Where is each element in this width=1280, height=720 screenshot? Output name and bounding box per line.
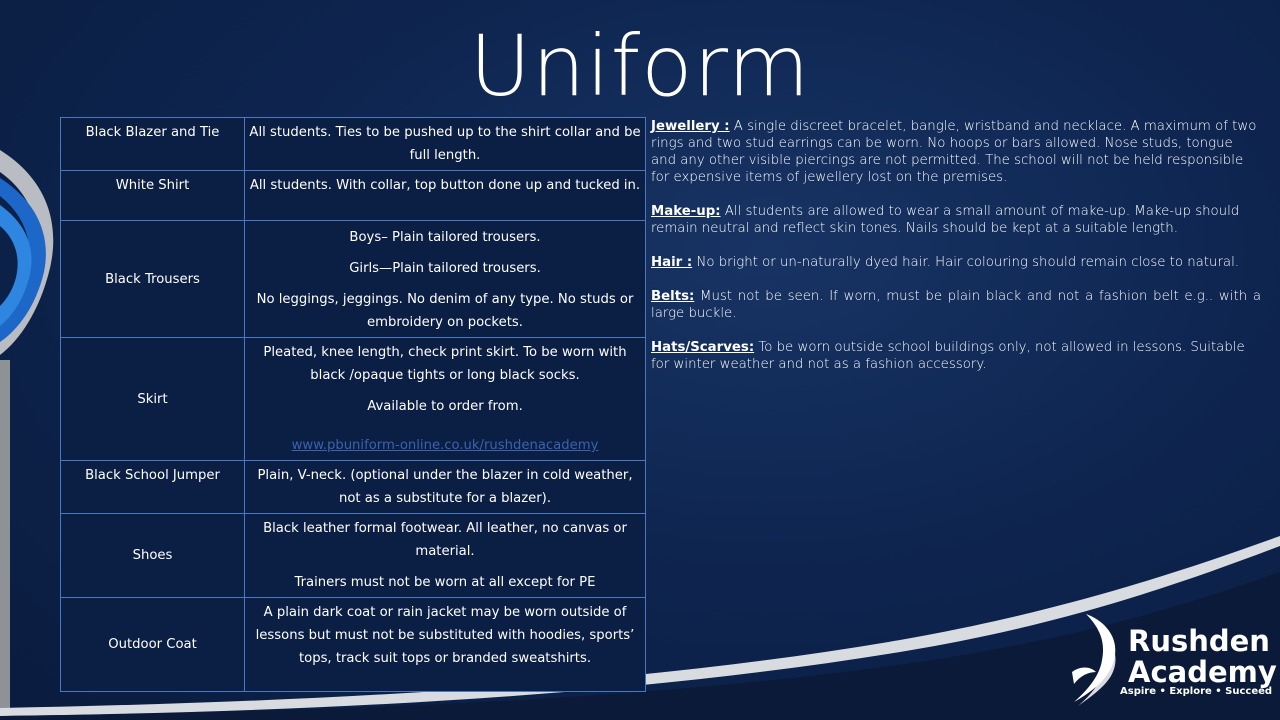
item-cell: Skirt — [61, 338, 245, 461]
link-line — [249, 434, 641, 457]
logo-name — [1128, 626, 1277, 688]
item-cell: Outdoor Coat — [61, 598, 245, 692]
description-cell: Plain, V-neck. (optional under the blazer in cold weather, not as a substitute for a blazer). — [245, 461, 646, 514]
description-line: No leggings, jeggings. No denim of any type. No studs or embroidery on pockets. — [256, 292, 634, 330]
rule-hats-scarves — [651, 339, 1261, 373]
rule-text: All students are allowed to wear a small amount of make-up. Make-up should remain neutral and reflect skin tones. Nails should be kept at a suitable length. — [651, 204, 1240, 236]
logo-line-2: Academy — [1128, 655, 1277, 689]
rule-text: A single discreet bracelet, bangle, wristband and necklace. A maximum of two rings and two stud earrings can be worn. No hoops or bars allowed. Nose studs, tongue and any other visible piercings are not permitted. The school will not be held responsible for expensive items of jewellery lost on the premises. — [651, 119, 1257, 185]
logo-tagline: Aspire • Explore • Succeed — [1120, 686, 1273, 697]
logo-line-1: Rushden — [1128, 624, 1270, 658]
description-cell: All students. With collar, top button done up and tucked in. — [245, 171, 646, 221]
item-cell: Black School Jumper — [61, 461, 245, 514]
rule-text: Must not be seen. If worn, must be plain black and not a fashion belt e.g.. with a large buckle. — [651, 289, 1261, 321]
rule-makeup — [651, 203, 1261, 237]
description-cell: A plain dark coat or rain jacket may be worn outside of lessons but must not be substituted with hoodies, sports’ tops, track suit tops or branded sweatshirts. — [245, 598, 646, 692]
item-cell: Black Blazer and Tie — [61, 118, 245, 171]
rule-label: Hair : — [651, 255, 693, 270]
rule-label: Hats/Scarves: — [651, 340, 755, 355]
uniform-shop-link[interactable]: www.pbuniform-online.co.uk/rushdenacademy — [291, 438, 599, 453]
table-row — [61, 171, 646, 221]
rule-jewellery — [651, 118, 1261, 186]
description-line: Pleated, knee length, check print skirt. To be worn with black /opaque tights or long black socks. — [263, 345, 627, 383]
page-title: Uniform — [469, 17, 811, 115]
rule-text: To be worn outside school buildings only, not allowed in lessons. Suitable for winter weather and not as a fashion accessory. — [651, 340, 1245, 372]
rule-label: Belts: — [651, 289, 695, 304]
rule-hair — [651, 254, 1261, 271]
description-line: Trainers must not be worn at all except for PE — [294, 575, 596, 590]
table-row — [61, 338, 646, 461]
description-line: Girls—Plain tailored trousers. — [349, 261, 541, 276]
table-row — [61, 118, 646, 171]
rule-label: Make-up: — [651, 204, 721, 219]
item-cell: Black Trousers — [61, 221, 245, 338]
description-cell — [245, 338, 646, 461]
rule-label: Jewellery : — [651, 119, 730, 134]
rule-text: No bright or un-naturally dyed hair. Hair colouring should remain close to natural. — [692, 255, 1239, 270]
description-line: Black leather formal footwear. All leather, no canvas or material. — [263, 521, 627, 559]
uniform-rules — [651, 118, 1261, 390]
description-cell: All students. Ties to be pushed up to the shirt collar and be full length. — [245, 118, 646, 171]
item-cell: White Shirt — [61, 171, 245, 221]
description-cell — [245, 514, 646, 598]
item-cell: Shoes — [61, 514, 245, 598]
table-row — [61, 514, 646, 598]
table-row — [61, 221, 646, 338]
uniform-table — [60, 117, 646, 692]
rule-belts — [651, 288, 1261, 322]
description-line: Boys– Plain tailored trousers. — [349, 230, 541, 245]
school-logo — [1068, 608, 1280, 712]
description-line: Available to order from. — [367, 399, 523, 414]
table-row — [61, 598, 646, 692]
table-row — [61, 461, 646, 514]
description-cell — [245, 221, 646, 338]
